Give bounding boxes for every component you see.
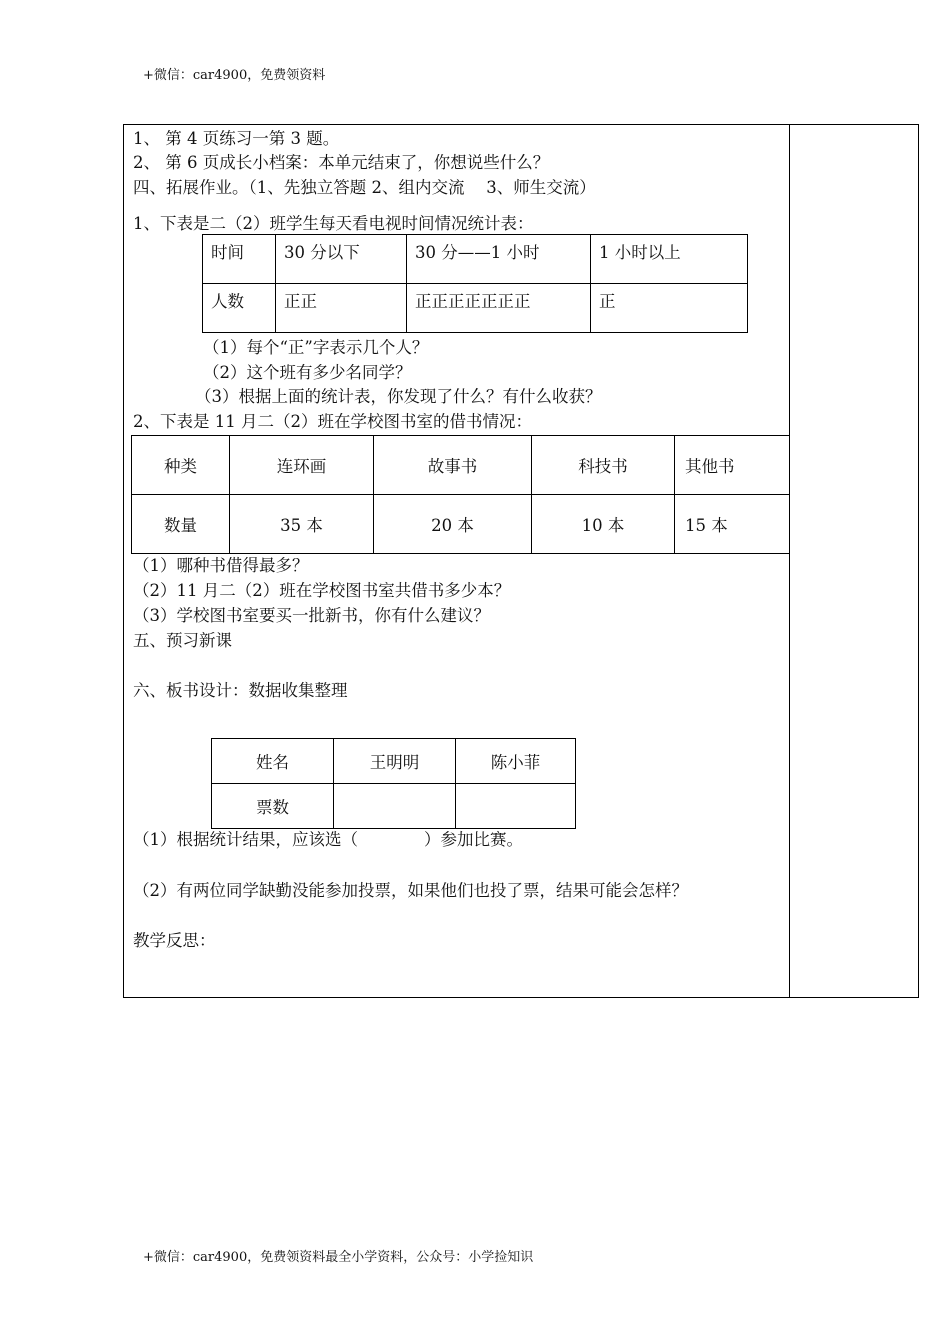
book-header-cell: 连环画	[230, 436, 374, 495]
book-row-cell: 35 本	[230, 495, 374, 554]
vote-question-2: （2）有两位同学缺勤没能参加投票，如果他们也投了票，结果可能会怎样？	[133, 881, 688, 900]
section-5-heading: 五、预习新课	[133, 631, 232, 650]
book-row-cell: 10 本	[532, 495, 675, 554]
tv-question-3: （3）根据上面的统计表，你发现了什么？有什么收获？	[195, 387, 602, 406]
tv-header-cell: 30 分以下	[276, 235, 407, 284]
tv-header-cell: 时间	[203, 235, 276, 284]
tv-table-intro: 1、下表是二（2）班学生每天看电视时间情况统计表：	[133, 214, 534, 233]
vote-header-cell: 姓名	[212, 739, 334, 784]
book-question-1: （1）哪种书借得最多？	[133, 556, 309, 575]
vote-header-cell: 王明明	[334, 739, 456, 784]
vote-row-cell	[456, 784, 576, 829]
teaching-reflection-label: 教学反思：	[133, 931, 216, 950]
section-4-heading: 四、拓展作业。（1、先独立答题 2、组内交流 3、师生交流）	[133, 178, 596, 197]
section-6-heading: 六、板书设计：数据收集整理	[133, 681, 348, 700]
tv-row-cell: 正	[591, 284, 748, 333]
tv-row-cell: 人数	[203, 284, 276, 333]
column-divider	[789, 124, 790, 998]
book-row-cell: 数量	[132, 495, 230, 554]
page-footer: +微信：car4900，免费领资料最全小学资料，公众号：小学捡知识	[143, 1250, 534, 1265]
book-question-2: （2）11 月二（2）班在学校图书室共借书多少本？	[133, 581, 511, 600]
vote-header-cell: 陈小菲	[456, 739, 576, 784]
tv-time-table	[202, 234, 748, 333]
book-header-cell: 科技书	[532, 436, 675, 495]
book-header-cell: 故事书	[374, 436, 532, 495]
vote-row-cell	[334, 784, 456, 829]
tv-header-cell: 30 分——1 小时	[407, 235, 591, 284]
book-question-3: （3）学校图书室要买一批新书，你有什么建议？	[133, 606, 490, 625]
book-borrow-table	[131, 435, 790, 554]
page-header: +微信：car4900，免费领资料	[143, 68, 326, 83]
tv-header-cell: 1 小时以上	[591, 235, 748, 284]
exercise-line-2: 2、 第 6 页成长小档案：本单元结束了，你想说些什么？	[133, 153, 550, 172]
book-header-cell: 其他书	[675, 436, 790, 495]
vote-question-1: （1）根据统计结果，应该选（ ）参加比赛。	[133, 830, 523, 849]
vote-table	[211, 738, 576, 829]
tv-row-cell: 正正	[276, 284, 407, 333]
tv-question-2: （2）这个班有多少名同学？	[203, 363, 412, 382]
book-row-cell: 15 本	[675, 495, 790, 554]
tv-question-1: （1）每个“正”字表示几个人？	[203, 338, 429, 357]
book-row-cell: 20 本	[374, 495, 532, 554]
exercise-line-1: 1、 第 4 页练习一第 3 题。	[133, 129, 340, 148]
book-table-intro: 2、下表是 11 月二（2）班在学校图书室的借书情况：	[133, 412, 532, 431]
vote-row-cell: 票数	[212, 784, 334, 829]
tv-row-cell: 正正正正正正正	[407, 284, 591, 333]
book-header-cell: 种类	[132, 436, 230, 495]
